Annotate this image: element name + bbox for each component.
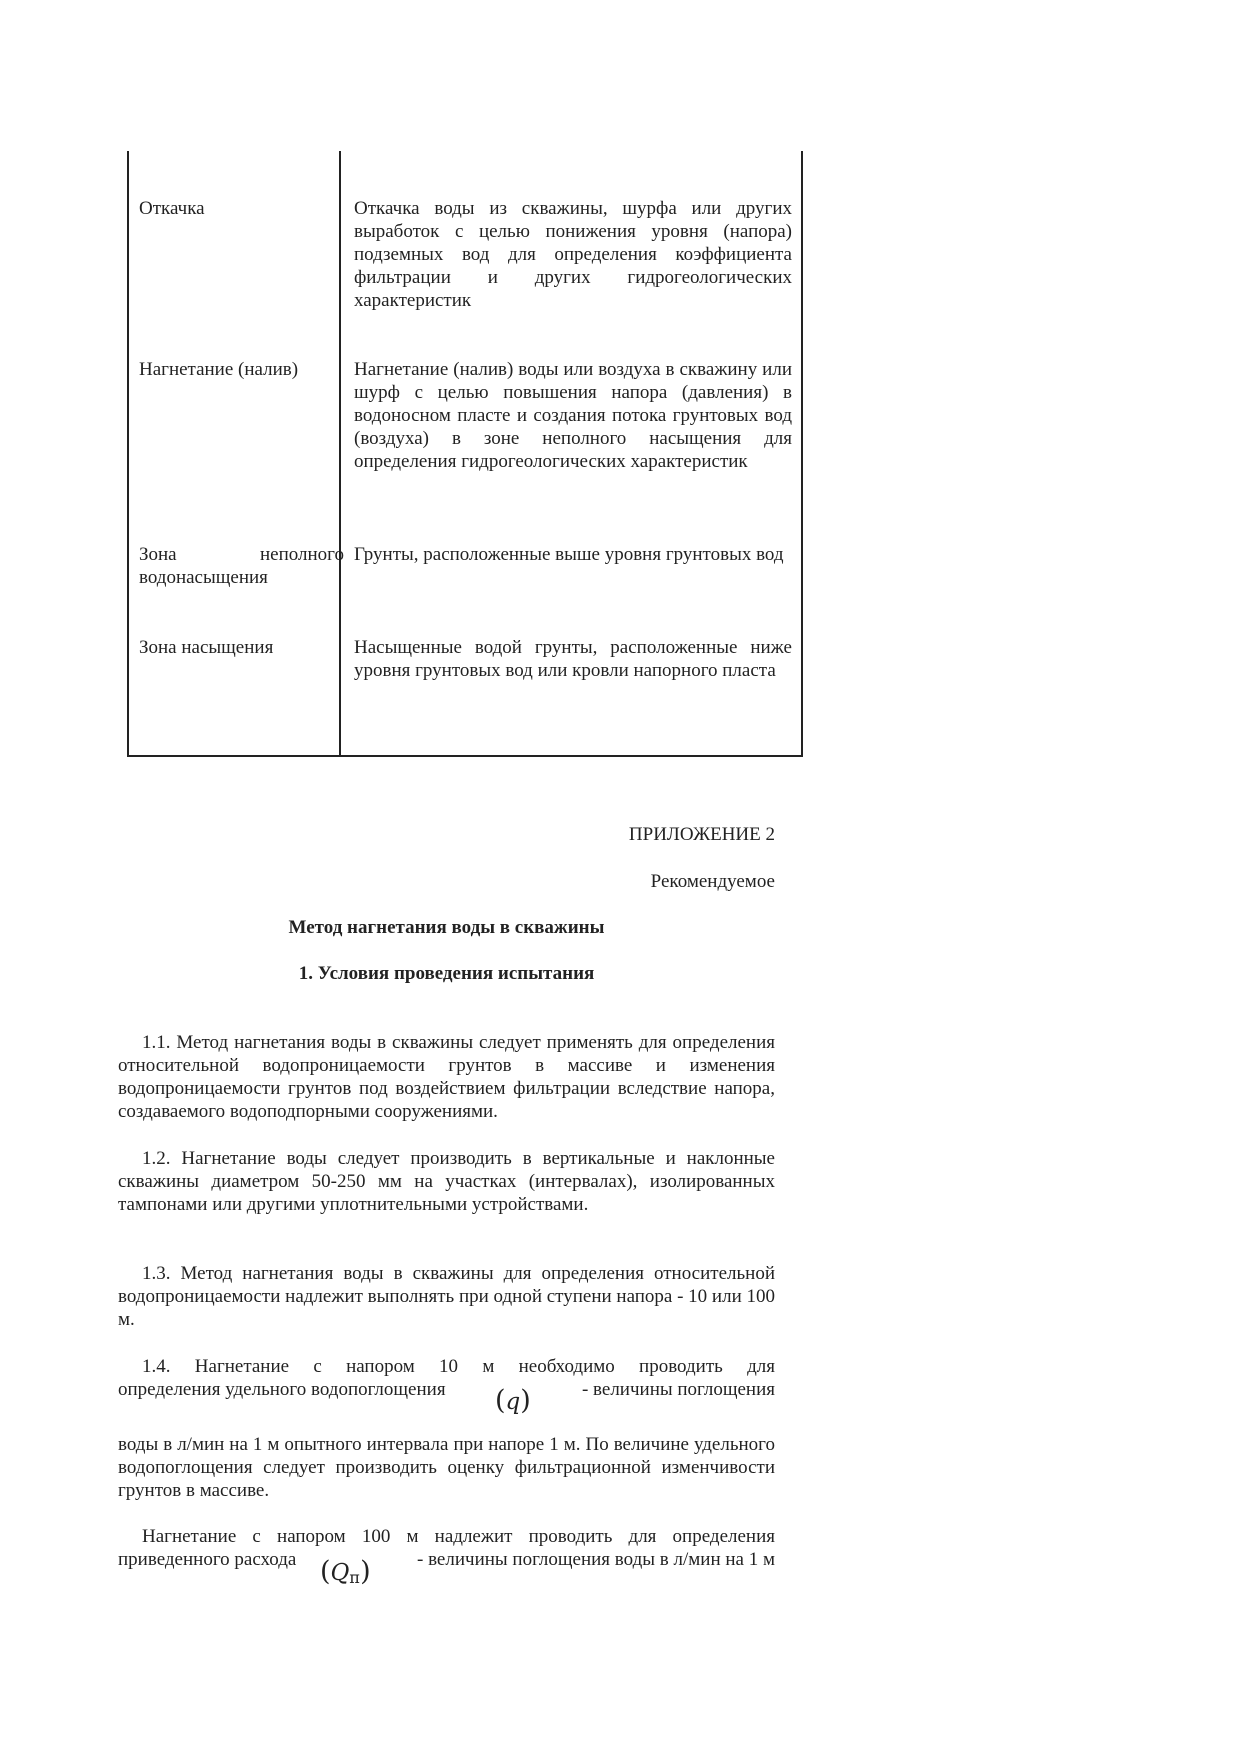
formula-q-symbol: q: [505, 1389, 521, 1415]
paragraph-1-4-line2-right: - величины поглощения: [581, 1379, 775, 1400]
paragraph-1-3: 1.3. Метод нагнетания воды в скважины для определения относительной водопроницаемости надлежит выполнять при одной ступени напора - 10 или 100 м.: [118, 1263, 776, 1330]
table-border-bottom: [127, 755, 803, 757]
appendix-title: Метод нагнетания воды в скважины: [288, 917, 605, 938]
table-row-term: [139, 543, 344, 589]
appendix-label: ПРИЛОЖЕНИЕ 2: [628, 824, 775, 845]
table-row-definition: Нагнетание (налив) воды или воздуха в скважину или шурф с целью повышения напора (давления) в водоносном пласте и создания потока грунтовых вод (воздуха) в зоне неполного насыщения для определения гидрогеологических характеристик: [354, 359, 792, 472]
table-border-left: [127, 151, 129, 757]
table-row-term-line: Зона неполного водонасыщения: [139, 544, 344, 588]
table-row-term: Зона насыщения: [139, 637, 274, 658]
paragraph-1-1: 1.1. Метод нагнетания воды в скважины следует применять для определения относительной водопроницаемости грунтов в массиве и изменения водопроницаемости грунтов под воздействием фильтрации вследствие напора, создаваемого водоподпорными сооружениями.: [118, 1032, 775, 1122]
table-row-term: Откачка: [139, 198, 205, 219]
table-row-definition: Откачка воды из скважины, шурфа или других выработок с целью понижения уровня (напора) подземных вод для определения коэффициента фильтрации и других гидрогеологических характеристик: [354, 198, 792, 311]
formula-q-p: $(Q_п)$: [320, 1556, 371, 1587]
table-row-definition: Насыщенные водой грунты, расположенные ниже уровня грунтовых вод или кровли напорного пласта: [354, 637, 792, 681]
formula-q-p-subscript: п: [349, 1568, 361, 1587]
paragraph-1-2: 1.2. Нагнетание воды следует производить в вертикальные и наклонные скважины диаметром 50-250 мм на участках (интервалах), изолированных тампонами или другими уплотнительными устройствами.: [118, 1148, 775, 1215]
table-border-right: [801, 151, 803, 757]
formula-q: (q): [495, 1385, 531, 1416]
paragraph-100m-line2-left: приведенного расхода: [118, 1549, 297, 1570]
paragraph-1-4-line2-left: определения удельного водопоглощения: [118, 1379, 446, 1400]
definitions-table: [127, 151, 803, 757]
table-row-definition: Грунты, расположенные выше уровня грунтовых вод: [354, 544, 784, 565]
table-column-divider: [339, 151, 341, 757]
paragraph-100m-line2-right: - величины поглощения воды в л/мин на 1 м: [417, 1549, 775, 1570]
appendix-status: Рекомендуемое: [650, 871, 775, 892]
paragraph-100m-line1: Нагнетание с напором 100 м надлежит проводить для определения: [142, 1526, 775, 1547]
formula-q-p-symbol: Q: [330, 1560, 350, 1586]
section-title: 1. Условия проведения испытания: [298, 963, 595, 984]
table-row-term: Нагнетание (налив): [139, 359, 299, 380]
paragraph-1-4-rest: воды в л/мин на 1 м опытного интервала при напоре 1 м. По величине удельного водопоглощения следует производить оценку фильтрационной изменчивости грунтов в массиве.: [118, 1434, 775, 1501]
paragraph-1-4-line1: 1.4. Нагнетание с напором 10 м необходимо проводить для: [142, 1356, 775, 1377]
